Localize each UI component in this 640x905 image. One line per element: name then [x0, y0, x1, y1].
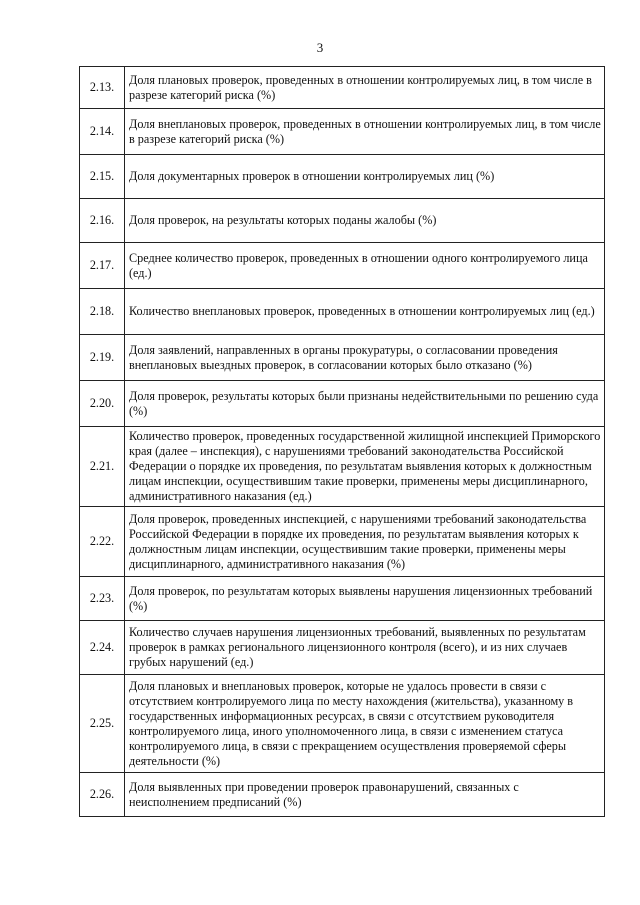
indicators-table	[79, 66, 605, 817]
row-number: 2.19.	[80, 335, 125, 381]
row-number: 2.26.	[80, 773, 125, 817]
row-description: Доля заявлений, направленных в органы прокуратуры, о согласовании проведения внеплановых выездных проверок, в согласовании которых было отказано (%)	[125, 335, 605, 381]
table-row	[80, 335, 605, 381]
table-row	[80, 155, 605, 199]
row-description: Доля внеплановых проверок, проведенных в отношении контролируемых лиц, в том числе в разрезе категорий риска (%)	[125, 109, 605, 155]
table-row	[80, 773, 605, 817]
row-description: Доля проверок, по результатам которых выявлены нарушения лицензионных требований (%)	[125, 577, 605, 621]
table-row	[80, 67, 605, 109]
row-number: 2.25.	[80, 675, 125, 773]
row-description: Среднее количество проверок, проведенных в отношении одного контролируемого лица (ед.)	[125, 243, 605, 289]
table-row	[80, 675, 605, 773]
row-description: Доля плановых проверок, проведенных в отношении контролируемых лиц, в том числе в разрезе категорий риска (%)	[125, 67, 605, 109]
row-number: 2.17.	[80, 243, 125, 289]
table-row	[80, 243, 605, 289]
row-description: Количество внеплановых проверок, проведенных в отношении контролируемых лиц (ед.)	[125, 289, 605, 335]
row-number: 2.15.	[80, 155, 125, 199]
table-row	[80, 427, 605, 507]
table-row	[80, 507, 605, 577]
row-number: 2.14.	[80, 109, 125, 155]
row-number: 2.20.	[80, 381, 125, 427]
table-row	[80, 621, 605, 675]
table-row	[80, 577, 605, 621]
table-row	[80, 381, 605, 427]
row-description: Доля выявленных при проведении проверок правонарушений, связанных с неисполнением предписаний (%)	[125, 773, 605, 817]
row-description: Доля проверок, проведенных инспекцией, с нарушениями требований законодательства Российской Федерации в порядке их проведения, по результатам выявления которых к должностным лицам инспекции, осуществившим такие проверки, применены меры дисциплинарного, административного наказания (%)	[125, 507, 605, 577]
row-number: 2.18.	[80, 289, 125, 335]
table-row	[80, 199, 605, 243]
table-row	[80, 109, 605, 155]
row-description: Доля плановых и внеплановых проверок, которые не удалось провести в связи с отсутствием контролируемого лица по месту нахождения (жительства), указанному в государственных информационных ресурсах, в связи с отсутствием руководителя контролируемого лица, иного уполномоченного лица, в связи с изменением статуса контролируемого лица, в связи с прекращением осуществления проверяемой сферы деятельности (%)	[125, 675, 605, 773]
row-description: Доля проверок, на результаты которых поданы жалобы (%)	[125, 199, 605, 243]
row-number: 2.21.	[80, 427, 125, 507]
row-description: Количество случаев нарушения лицензионных требований, выявленных по результатам проверок в рамках регионального лицензионного контроля (всего), и из них случаев грубых нарушений (ед.)	[125, 621, 605, 675]
row-number: 2.13.	[80, 67, 125, 109]
page-number: 3	[316, 40, 324, 55]
table-row	[80, 289, 605, 335]
row-number: 2.16.	[80, 199, 125, 243]
row-description: Количество проверок, проведенных государственной жилищной инспекцией Приморского края (далее – инспекция), с нарушениями требований законодательства Российской Федерации о порядке их проведения, по результатам выявления которых к должностным лицам инспекции, осуществившим такие проверки, применены меры дисциплинарного, административного наказания (ед.)	[125, 427, 605, 507]
row-description: Доля проверок, результаты которых были признаны недействительными по решению суда (%)	[125, 381, 605, 427]
row-description: Доля документарных проверок в отношении контролируемых лиц (%)	[125, 155, 605, 199]
row-number: 2.23.	[80, 577, 125, 621]
row-number: 2.22.	[80, 507, 125, 577]
row-number: 2.24.	[80, 621, 125, 675]
